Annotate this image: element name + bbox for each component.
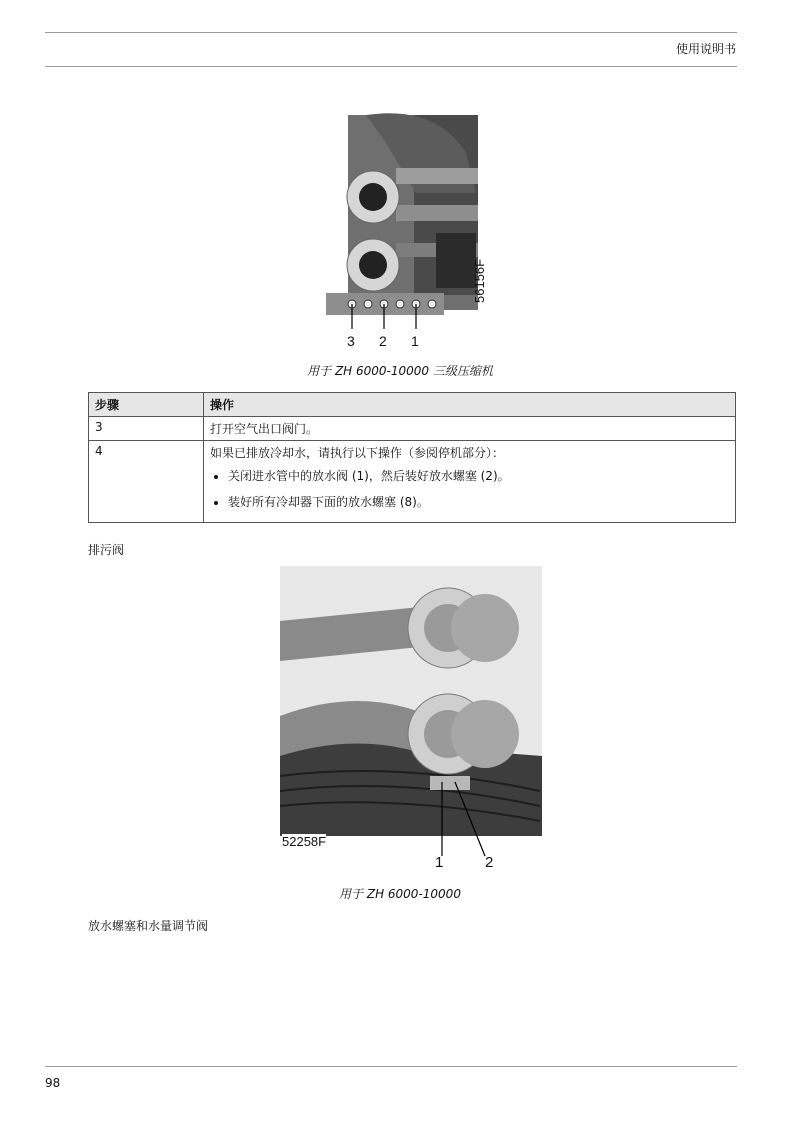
- figure1-caption: 用于 ZH 6000-10000 三级压缩机: [307, 364, 493, 378]
- document-title: 使用说明书: [675, 42, 736, 56]
- section-heading-drain-valve: 排污阀: [88, 543, 125, 557]
- figure1-callout-3: 3: [347, 333, 355, 349]
- compressor-photo: [326, 113, 506, 353]
- section-heading-drain-plug: 放水螺塞和水量调节阀: [88, 919, 209, 933]
- drain-plug-photo: [280, 566, 542, 876]
- table-header-row: [89, 393, 736, 417]
- drain-plug-photo-drawing: [280, 566, 542, 876]
- step-action: 打开空气出口阀门。: [204, 417, 736, 441]
- step-action: 如果已排放冷却水，请执行以下操作（参阅停机部分）：: [210, 446, 505, 460]
- compressor-photo-drawing: [326, 113, 506, 353]
- step-bullet: • 装好所有冷却器下面的放水螺塞 (8)。: [228, 493, 729, 510]
- figure1-code: 56156F: [472, 258, 487, 303]
- figure1-callout-2: 2: [379, 333, 387, 349]
- figure2-code: 52258F: [282, 834, 327, 849]
- step-bullet: • 关闭进水管中的放水阀 (1)，然后装好放水螺塞 (2)。: [228, 467, 729, 484]
- figure2-callout-2: 2: [485, 854, 494, 871]
- footer-rule: [45, 1066, 737, 1067]
- header-action: 操作: [204, 393, 736, 417]
- table-row: [89, 441, 736, 523]
- table-row: [89, 417, 736, 441]
- step-number: 3: [89, 417, 204, 441]
- step-bullet-list: [210, 467, 729, 510]
- step-number: 4: [89, 441, 204, 523]
- header-step: 步骤: [89, 393, 204, 417]
- step-action-cell: [204, 441, 736, 523]
- page-number: 98: [45, 1076, 61, 1090]
- figure2-callout-1: 1: [435, 854, 444, 871]
- header-bottom-rule: [45, 66, 737, 67]
- figure1-callout-1: 1: [411, 333, 419, 349]
- header-top-rule: [45, 32, 737, 33]
- figure2-caption: 用于 ZH 6000-10000: [339, 887, 461, 901]
- steps-table: [88, 392, 736, 523]
